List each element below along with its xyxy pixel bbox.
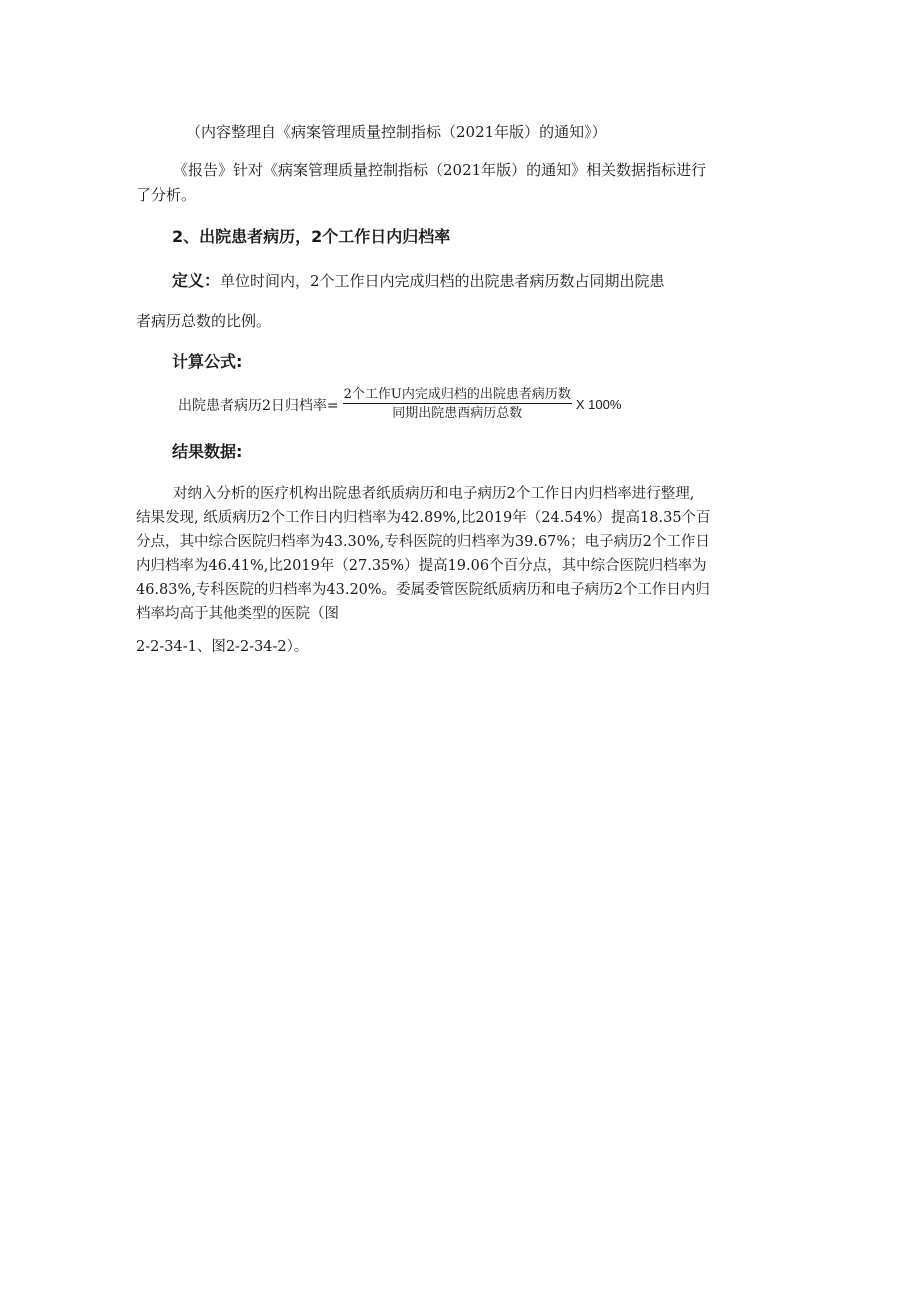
definition-text-1: 单位时间内，2个工作日内完成归档的出院患者病历数占同期出院患 <box>220 272 665 290</box>
formula-lhs: 出院患者病历2日归档率= <box>178 397 339 414</box>
formula-denominator: 同期出院患酉病历总数 <box>392 406 523 421</box>
definition-label: 定义： <box>172 271 221 290</box>
intro-line-1: 《报告》针对《病案管理质量控制指标（2021年版）的通知》相关数据指标进行 <box>173 161 707 179</box>
results-paragraph <box>136 482 796 626</box>
results-line-2: 结果发现, 纸质病历2个工作日内归档率为42.89%,比2019年（24.54%）提高18.35个百 <box>136 510 711 526</box>
results-line-3: 分点，其中综合医院归档率为43.30%,专科医院的归档率为39.67%；电子病历2个工作日 <box>136 534 710 550</box>
formula <box>178 386 621 423</box>
formula-heading: 计算公式: <box>172 352 243 371</box>
section-heading: 2、出院患者病历，2个工作日内归档率 <box>172 227 451 246</box>
intro-line-2: 了分析。 <box>136 186 197 204</box>
results-line-1: 对纳入分析的医疗机构出院患者纸质病历和电子病历2个工作日内归档率进行整理, <box>173 486 695 502</box>
definition-line-2: 者病历总数的比例。 <box>136 312 272 330</box>
results-tail: 2-2-34-1、图2-2-34-2）。 <box>136 639 309 655</box>
results-heading: 结果数据: <box>172 442 243 461</box>
definition-line-1 <box>172 271 665 291</box>
results-line-4: 内归档率为46.41%,比2019年（27.35%）提高19.06个百分点，其中综合医院归档率为 <box>136 558 707 574</box>
source-note: （内容整理自《病案管理质量控制指标（2021年版）的通知》） <box>186 123 607 141</box>
results-line-5: 46.83%,专科医院的归档率为43.20%。委属委管医院纸质病历和电子病历2个工作日内归 <box>136 582 710 598</box>
formula-multiplier: X 100% <box>575 397 622 412</box>
formula-fraction <box>343 386 572 423</box>
results-line-6: 档率均高于其他类型的医院（图 <box>136 606 339 622</box>
formula-numerator: 2个工作U内完成归档的出院患者病历数 <box>343 387 571 402</box>
